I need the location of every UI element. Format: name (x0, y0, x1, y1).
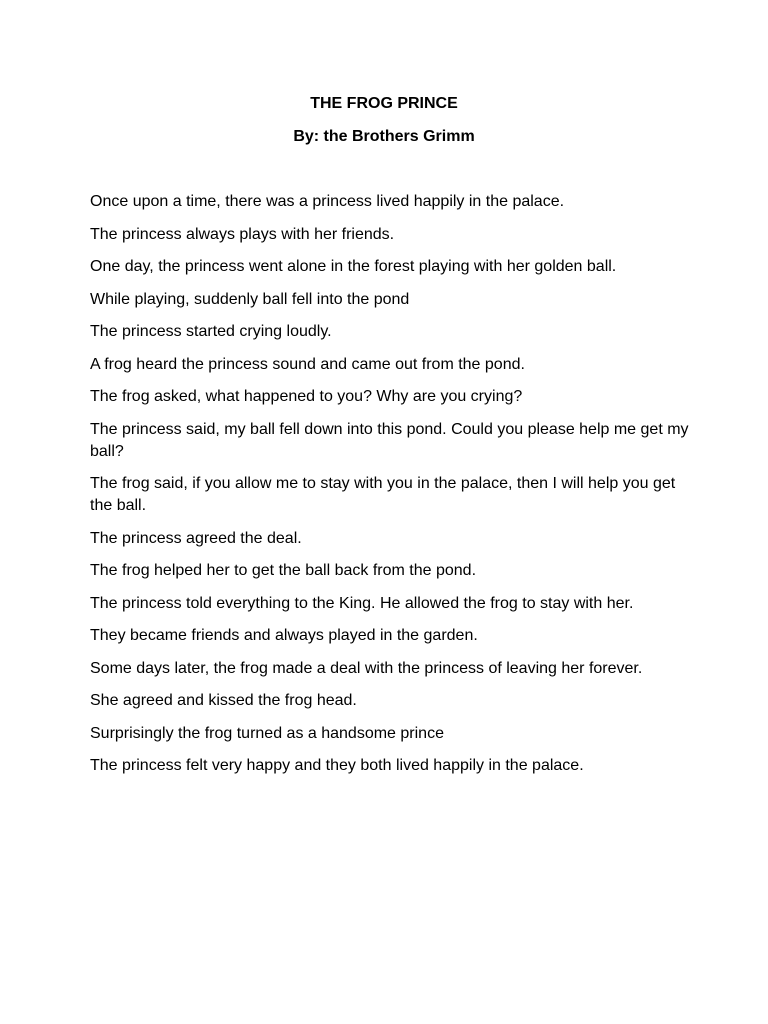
paragraph: Once upon a time, there was a princess lived happily in the palace. (90, 193, 565, 210)
paragraph: While playing, suddenly ball fell into the pond (90, 290, 410, 308)
paragraph: They became friends and always played in the garden. (90, 627, 478, 644)
paragraph: A frog heard the princess sound and came out from the pond. (90, 355, 525, 373)
paragraph: The princess told everything to the King. He allowed the frog to stay with her. (90, 594, 634, 612)
paragraph: The princess always plays with her friends. (90, 225, 395, 243)
document-byline: By: the Brothers Grimm (293, 128, 475, 145)
paragraph: The frog asked, what happened to you? Why are you crying? (90, 388, 523, 405)
paragraph: One day, the princess went alone in the forest playing with her golden ball. (90, 258, 617, 275)
paragraph: The frog said, if you allow me to stay with you in the palace, then I will help you get the ball. (90, 475, 676, 514)
paragraph: The frog helped her to get the ball back from the pond. (90, 562, 477, 579)
paragraph: Some days later, the frog made a deal with the princess of leaving her forever. (90, 659, 643, 677)
story-body (90, 191, 690, 788)
paragraph: The princess felt very happy and they both lived happily in the palace. (90, 757, 584, 774)
paragraph: The princess started crying loudly. (90, 323, 332, 340)
paragraph: She agreed and kissed the frog head. (90, 692, 357, 709)
paragraph: The princess said, my ball fell down into this pond. Could you please help me get my ball? (90, 420, 689, 460)
paragraph: The princess agreed the deal. (90, 529, 302, 547)
document-title: THE FROG PRINCE (310, 95, 458, 112)
paragraph: Surprisingly the frog turned as a handsome prince (90, 724, 444, 742)
